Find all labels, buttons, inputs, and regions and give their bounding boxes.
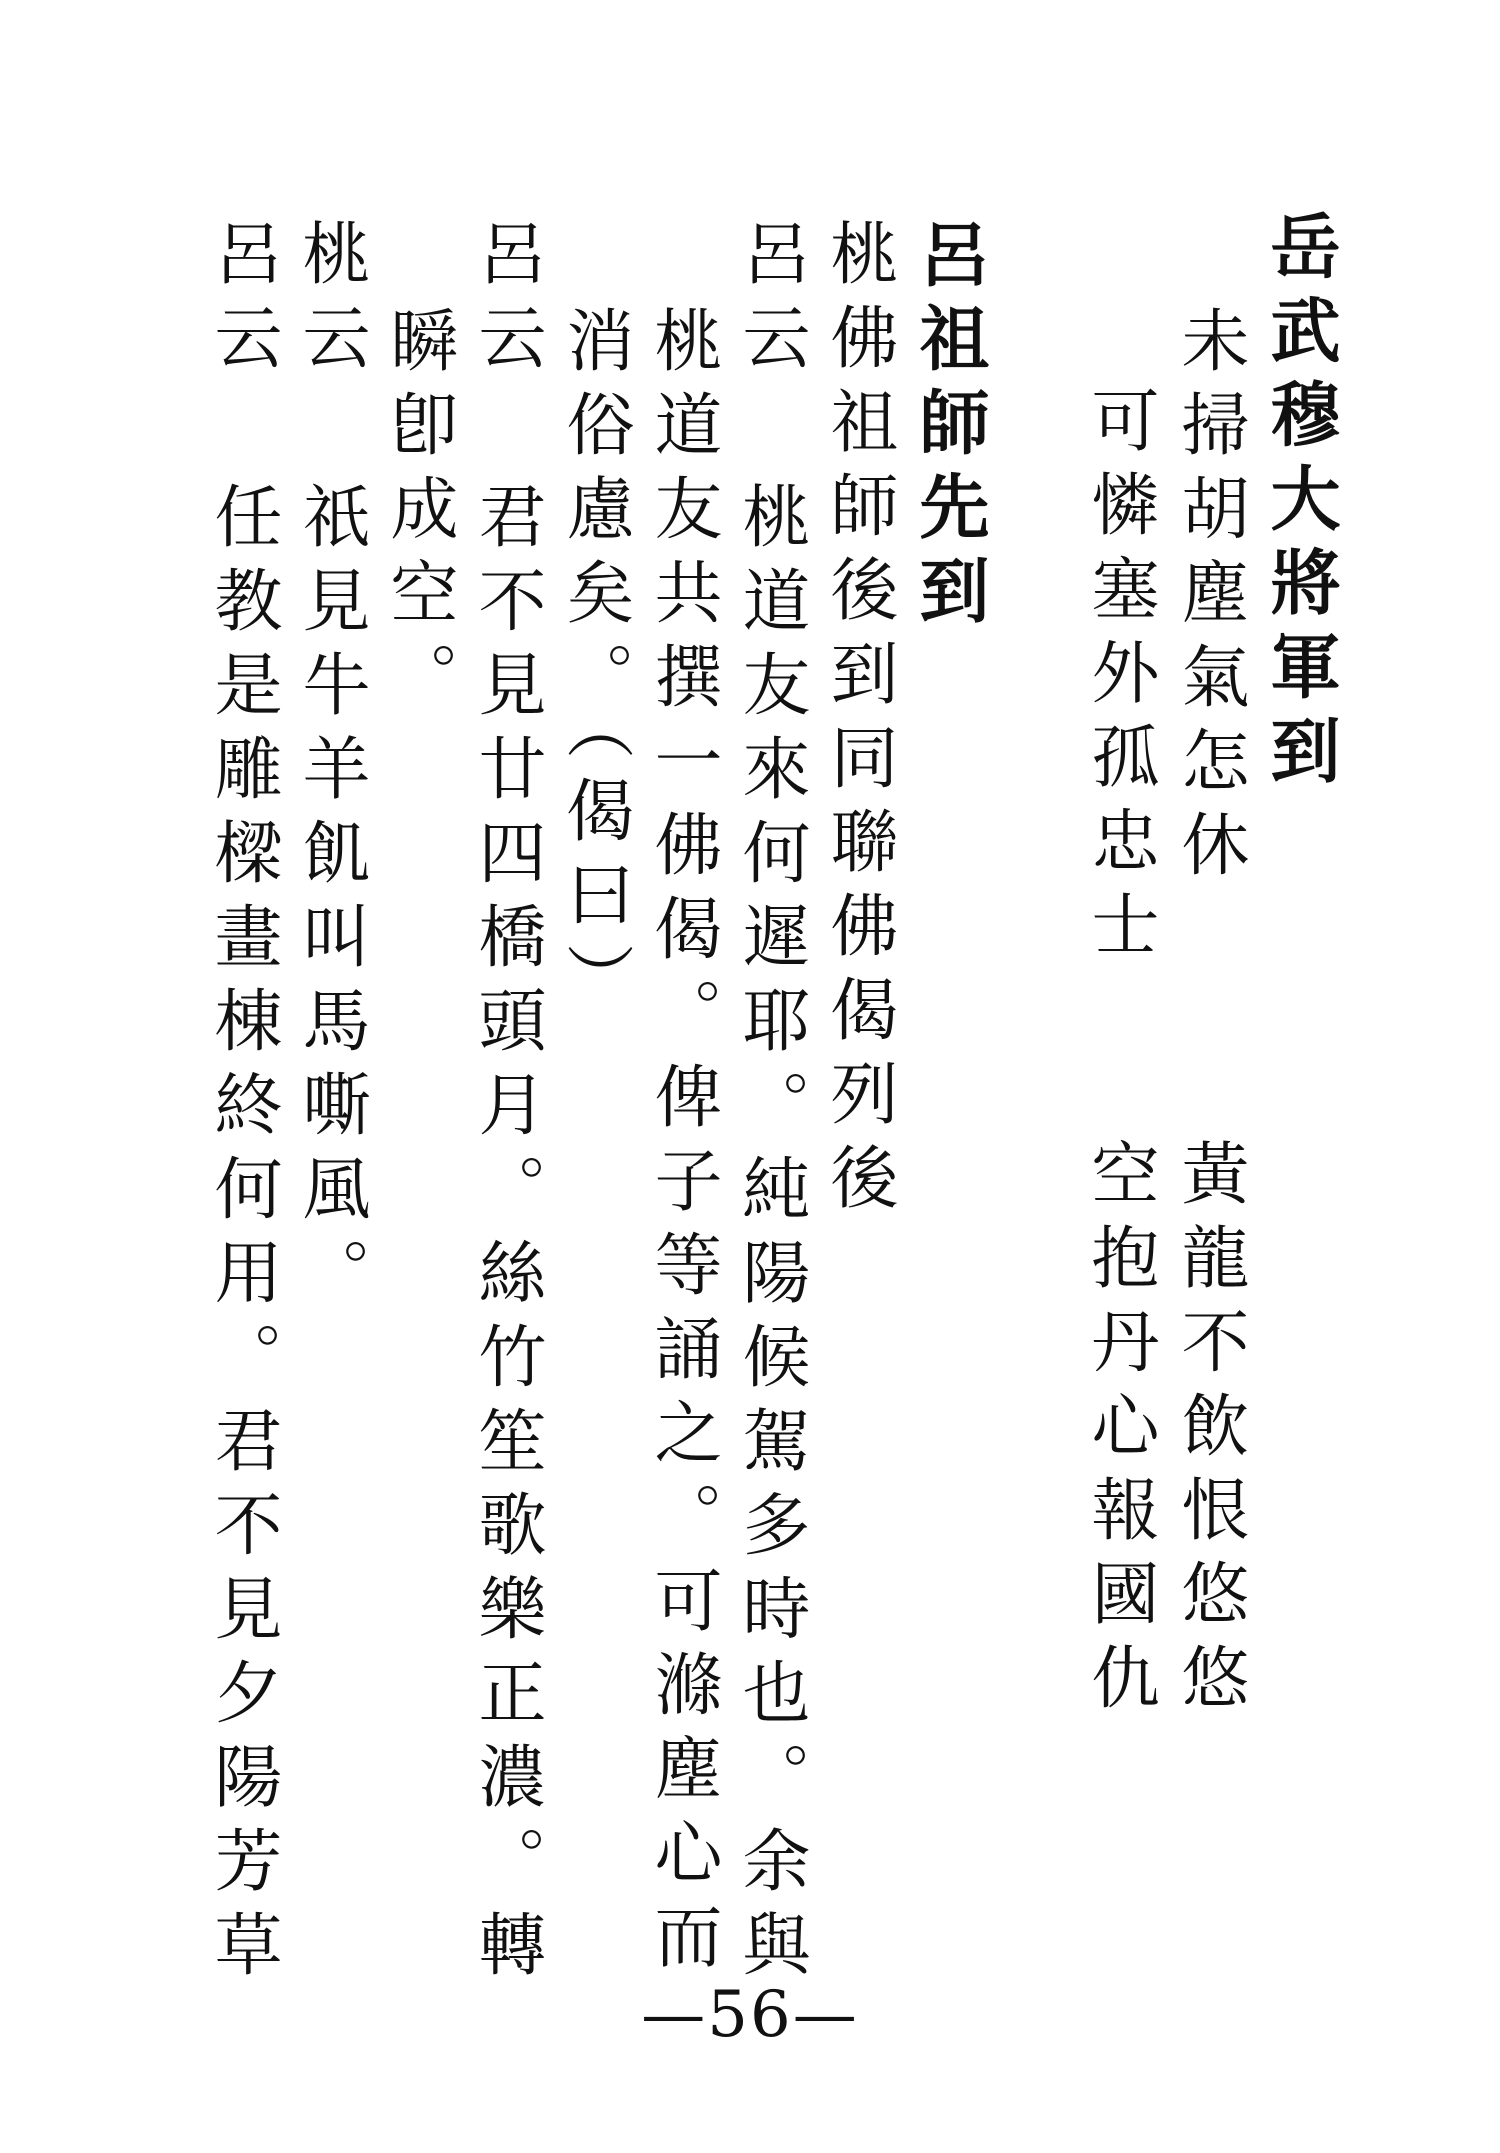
text-line-4: 消俗慮矣。（偈曰） xyxy=(555,305,634,1027)
verse-line-2: 可憐塞外孤忠士 xyxy=(1080,385,1159,973)
text-line-3: 桃道友共撰一佛偈。俾子等誦之。可滌塵心而 xyxy=(643,305,722,1985)
verse-line-1: 未掃胡塵氣怎休 xyxy=(1170,305,1249,893)
text-line-7: 桃云 祇見牛羊飢叫馬嘶風。 xyxy=(291,218,370,1321)
text-line-2: 呂云 桃道友來何遲耶。純陽候駕多時也。余與 xyxy=(731,218,810,1993)
section-title-lu-zushi: 呂祖師先到 xyxy=(908,218,991,638)
section-title-yue-wumu: 岳武穆大將軍到 xyxy=(1259,210,1342,798)
text-line-6: 瞬卽成空。 xyxy=(379,305,458,725)
verse-line-4: 空抱丹心報國仇 xyxy=(1080,1138,1159,1726)
text-line-8: 呂云 任教是雕樑畫棟終何用。君不見夕陽芳草 xyxy=(203,218,282,1993)
text-line-5: 呂云 君不見廿四橋頭月。絲竹笙歌樂正濃。轉 xyxy=(467,218,546,1993)
page-number: —56— xyxy=(641,1978,859,2052)
verse-line-3: 黃龍不飲恨悠悠 xyxy=(1170,1138,1249,1726)
text-line-1: 桃佛祖師後到同聯佛偈列後 xyxy=(819,218,898,1226)
